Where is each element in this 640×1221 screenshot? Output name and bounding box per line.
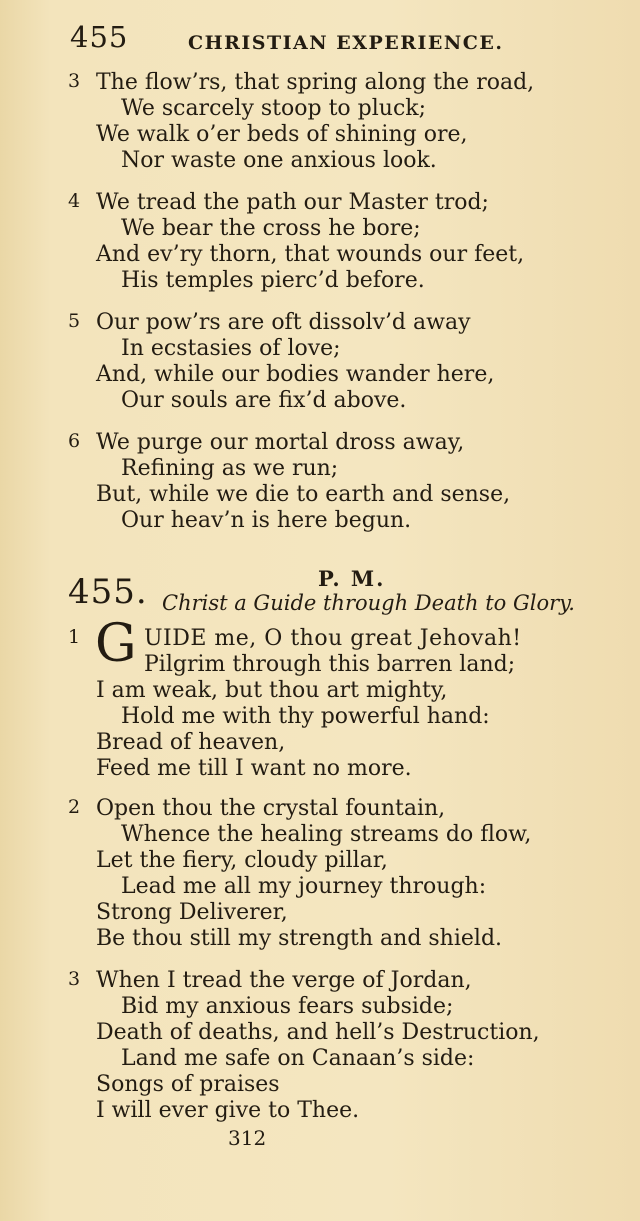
verse-line: In ecstasies of love; xyxy=(121,336,341,361)
hymn-title: Christ a Guide through Death to Glory. xyxy=(162,591,575,615)
drop-cap: G xyxy=(95,614,137,674)
verse-line: Hold me with thy powerful hand: xyxy=(121,704,490,729)
verse-line: Lead me all my journey through: xyxy=(121,874,487,899)
stanza-number: 6 xyxy=(68,430,81,452)
verse-line: I am weak, but thou art mighty, xyxy=(96,678,448,703)
verse-line-first: UIDE me, O thou great Jehovah! xyxy=(144,626,522,651)
verse-line: And, while our bodies wander here, xyxy=(96,362,495,387)
hymn-number: 455. xyxy=(68,572,148,612)
verse-line: Refining as we run; xyxy=(121,456,339,481)
verse-line: And ev’ry thorn, that wounds our feet, xyxy=(96,242,525,267)
verse-line: We bear the cross he bore; xyxy=(121,216,421,241)
verse-line: But, while we die to earth and sense, xyxy=(96,482,511,507)
verse-line: Death of deaths, and hell’s Destruction, xyxy=(96,1020,540,1045)
verse-line: Open thou the crystal fountain, xyxy=(96,796,446,821)
header-page-number: 455 xyxy=(70,20,129,54)
stanza-number: 5 xyxy=(68,310,81,332)
stanza-number: 3 xyxy=(68,70,81,92)
verse-line: Strong Deliverer, xyxy=(96,900,288,925)
verse-line: Be thou still my strength and shield. xyxy=(96,926,503,951)
verse-line: We scarcely stoop to pluck; xyxy=(121,96,427,121)
verse-line: The flow’rs, that spring along the road, xyxy=(96,70,535,95)
folio-number: 312 xyxy=(228,1126,267,1150)
stanza-number: 1 xyxy=(68,626,81,648)
verse-line: Whence the healing streams do flow, xyxy=(121,822,532,847)
verse-line: We walk o’er beds of shining ore, xyxy=(96,122,468,147)
verse-line: Our souls are fix’d above. xyxy=(121,388,407,413)
running-title: CHRISTIAN EXPERIENCE. xyxy=(188,32,504,54)
verse-line: When I tread the verge of Jordan, xyxy=(96,968,472,993)
stanza-number: 4 xyxy=(68,190,81,212)
verse-line: Our heav’n is here begun. xyxy=(121,508,412,533)
verse-line: Feed me till I want no more. xyxy=(96,756,412,781)
stanza-number: 3 xyxy=(68,968,81,990)
verse-line: His temples pierc’d before. xyxy=(121,268,425,293)
stanza-number: 2 xyxy=(68,796,81,818)
verse-line: Let the fiery, cloudy pillar, xyxy=(96,848,388,873)
verse-line: Bid my anxious fears subside; xyxy=(121,994,454,1019)
hymn-meter: P. M. xyxy=(318,566,386,591)
verse-line: Our pow’rs are oft dissolv’d away xyxy=(96,310,471,335)
verse-line: Pilgrim through this barren land; xyxy=(144,652,516,677)
verse-line: We purge our mortal dross away, xyxy=(96,430,465,455)
verse-line: Nor waste one anxious look. xyxy=(121,148,437,173)
verse-line: Songs of praises xyxy=(96,1072,280,1097)
verse-line: Land me safe on Canaan’s side: xyxy=(121,1046,475,1071)
verse-line: Bread of heaven, xyxy=(96,730,286,755)
verse-line: I will ever give to Thee. xyxy=(96,1098,360,1123)
verse-line: We tread the path our Master trod; xyxy=(96,190,489,215)
